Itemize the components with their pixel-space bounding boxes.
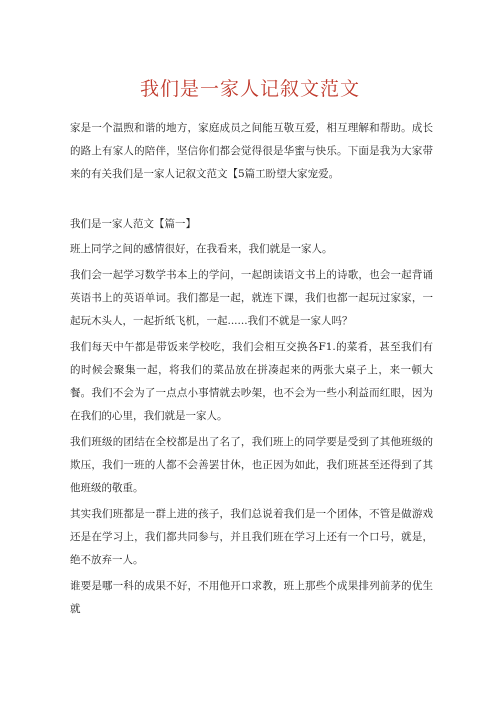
body-paragraph-6: 谁要是哪一科的成果不好，不用他开口求教，班上那些个成果排列前茅的优生就: [70, 580, 433, 615]
body-paragraph-5: 其实我们班都是一群上进的孩子，我们总说着我们是一个团体，不管是做游戏还是在学习上，我们都共同参与，并且我们班在学习上还有一个口号，就是，绝不放弃一人。: [70, 508, 433, 566]
body-paragraph-2: 我们会一起学习数学书本上的学问，一起朗读语文书上的诗歌，也会一起背诵英语书上的英语单词。我们都是一起，就连下课，我们也都一起玩过家家，一起玩木头人，一起折纸飞机，一起......我们不就是一家人吗？: [70, 269, 433, 327]
intro-paragraph: 家是一个温煦和谐的地方，家庭成员之间能互敬互爱，相互理解和帮助。成长的路上有家人的陪伴，坚信你们都会觉得很是华蜜与快乐。下面是我为大家带来的有关我们是一家人记叙文范文【5篇工盼望大家宠爱。: [70, 122, 433, 180]
body-paragraph-4: 我们班级的团结在全校都是出了名了，我们班上的同学要是受到了其他班级的欺压，我们一班的人都不会善罢甘休，也正因为如此，我们班甚至还得到了其他班级的敬重。: [70, 436, 433, 494]
document-title: 我们是一家人记叙文范文: [139, 78, 360, 100]
body-paragraph-3: 我们每天中午都是带饭来学校吃，我们会相互交换各F1.的菜肴，甚至我们有的时候会聚集一起，将我们的菜品放在拼凑起来的两张大桌子上，来一顿大餐。我们不会为了一点点小事情就去吵架，也不会为一些小利益而红眼，因为在我们的心里，我们就是一家人。: [70, 341, 433, 422]
body-paragraph-1: 班上同学之间的感情很好，在我看来，我们就是一家人。: [70, 243, 333, 255]
document-body: [70, 117, 433, 621]
section-heading: 我们是一家人范文【篇一】: [70, 218, 196, 230]
